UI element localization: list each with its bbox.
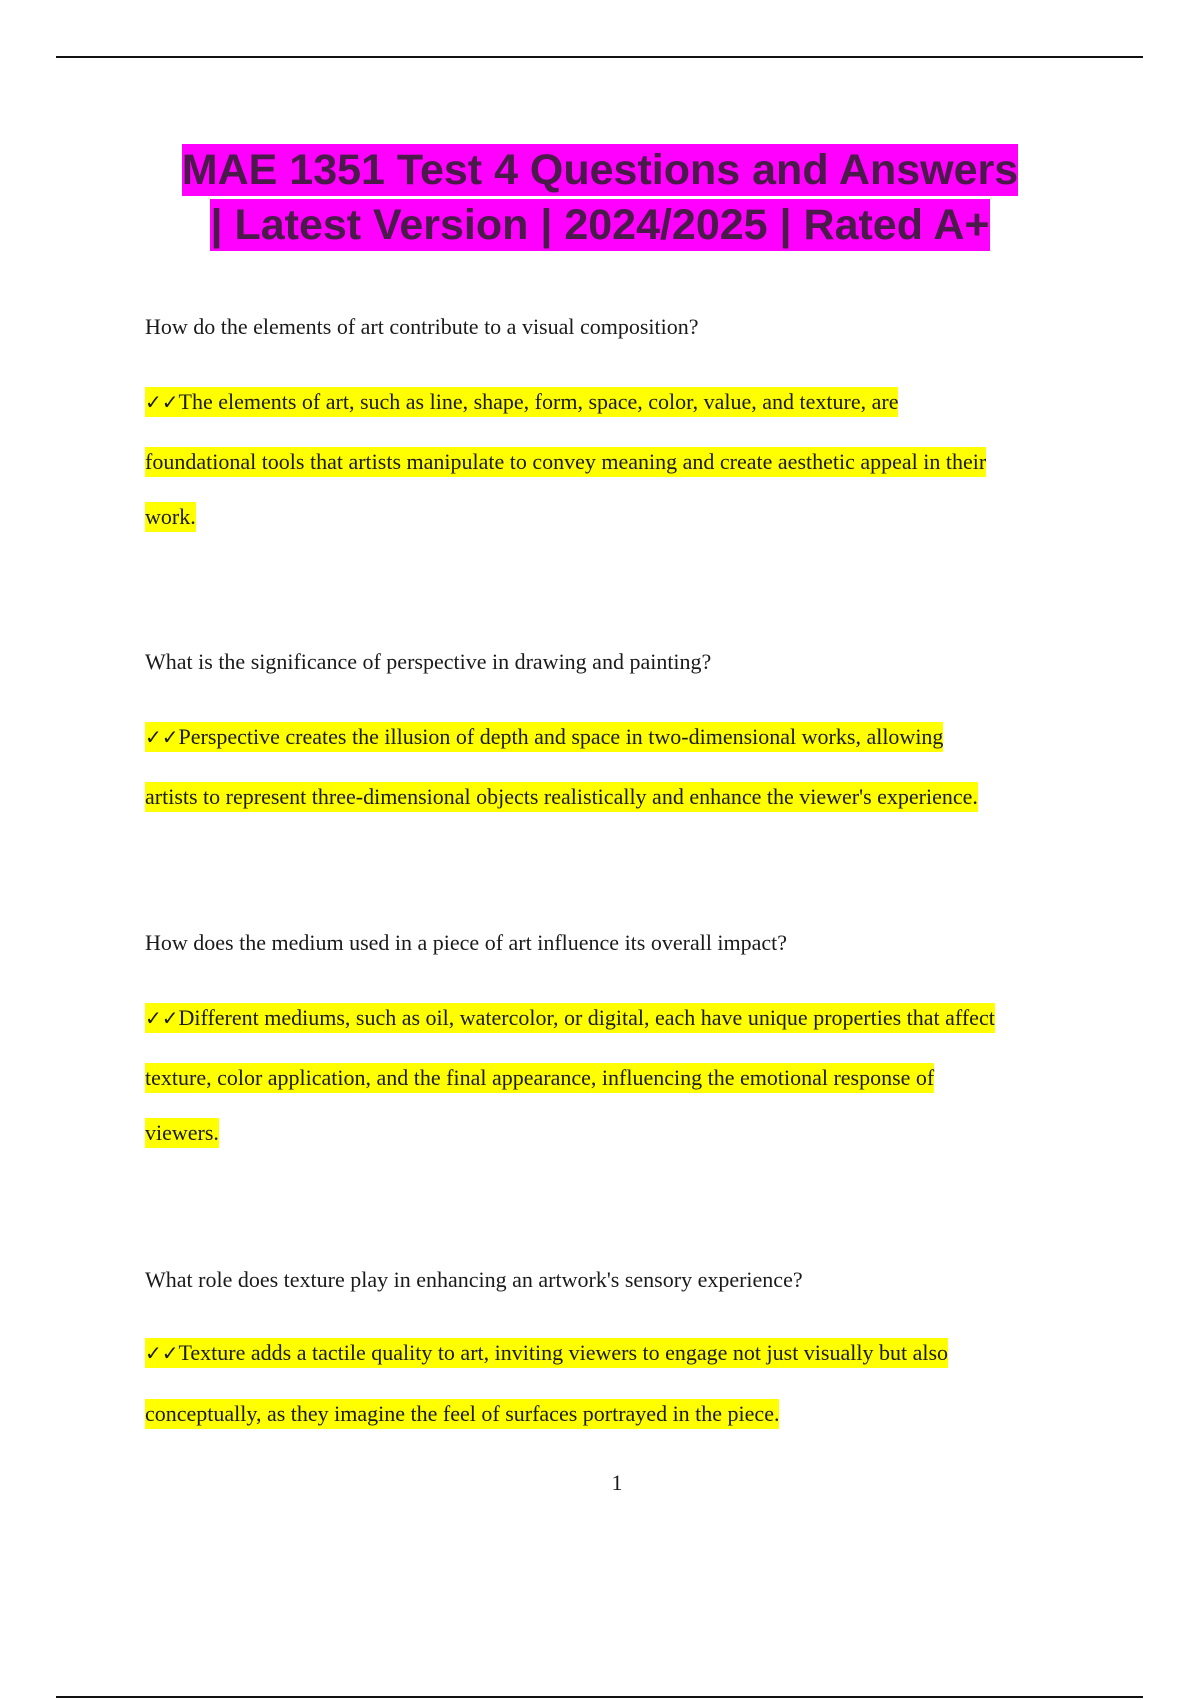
question-text: How does the medium used in a piece of art influence its overall impact?: [145, 930, 788, 955]
answer-line: artists to represent three-dimensional objects realistically and enhance the viewer's experience.: [145, 782, 978, 812]
check-mark-icon: ✓✓: [145, 1341, 179, 1365]
answer-line: foundational tools that artists manipulate to convey meaning and create aesthetic appeal in their: [145, 447, 986, 477]
question-text: What role does texture play in enhancing an artwork's sensory experience?: [145, 1267, 803, 1292]
document-title: [60, 143, 1140, 253]
answer-line: ✓✓The elements of art, such as line, shape, form, space, color, value, and texture, are: [145, 387, 898, 417]
question-text: What is the significance of perspective in drawing and painting?: [145, 649, 712, 674]
check-mark-icon: ✓✓: [145, 390, 179, 414]
answer-line: conceptually, as they imagine the feel of surfaces portrayed in the piece.: [145, 1399, 779, 1429]
check-mark-icon: ✓✓: [145, 725, 179, 749]
title-line-2: | Latest Version | 2024/2025 | Rated A+: [210, 201, 990, 249]
answer-line: texture, color application, and the final appearance, influencing the emotional response of: [145, 1063, 934, 1093]
footer-rule: [56, 1696, 1143, 1698]
answer-line: ✓✓Perspective creates the illusion of depth and space in two-dimensional works, allowing: [145, 722, 943, 752]
answer-line: viewers.: [145, 1118, 219, 1148]
answer-line: work.: [145, 502, 196, 532]
question-text: How do the elements of art contribute to a visual composition?: [145, 314, 699, 339]
answer-line: ✓✓Different mediums, such as oil, watercolor, or digital, each have unique properties that affect: [145, 1003, 995, 1033]
answer-line: ✓✓Texture adds a tactile quality to art, inviting viewers to engage not just visually but also: [145, 1338, 948, 1368]
check-mark-icon: ✓✓: [145, 1006, 179, 1030]
page-number: 1: [611, 1470, 623, 1495]
title-line-1: MAE 1351 Test 4 Questions and Answers: [181, 146, 1019, 194]
header-rule: [56, 56, 1143, 58]
